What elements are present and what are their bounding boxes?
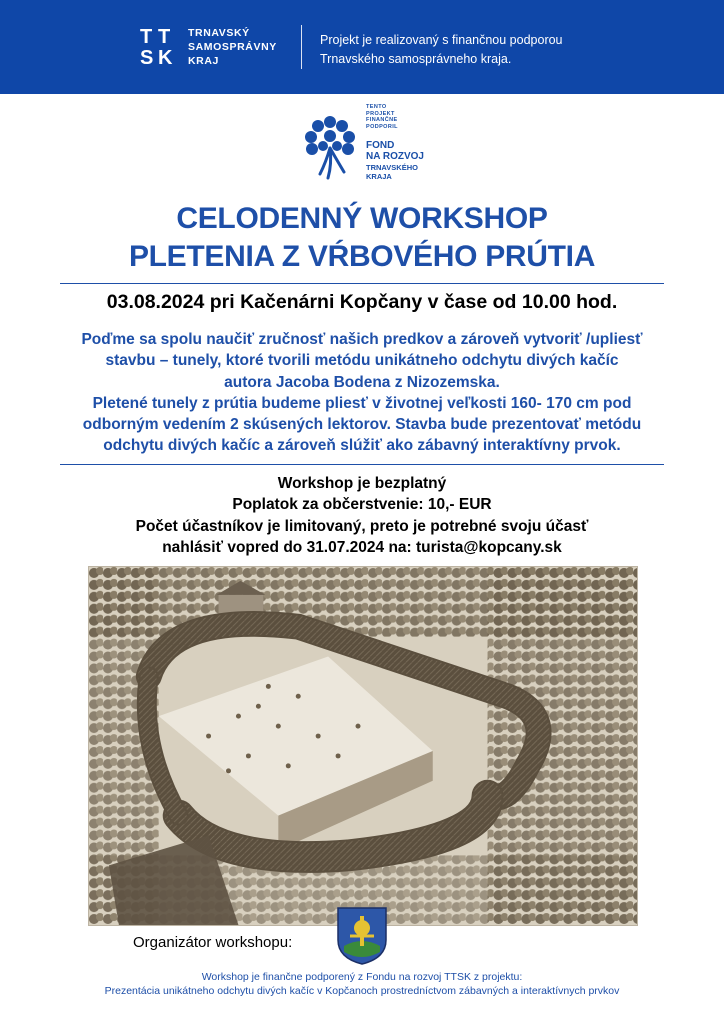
fund-small-line: PROJEKT — [366, 110, 395, 117]
description-line: Pletené tunely z prútia budeme pliesť v životnej veľkosti 160- 170 cm pod — [92, 394, 632, 412]
fund-region-line: TRNAVSKÉHO — [366, 163, 418, 172]
region-name — [188, 26, 277, 68]
fund-flower-logo — [300, 112, 360, 182]
funding-note — [320, 31, 563, 69]
description-line: stavbu – tunely, ktoré tvorili metódu unikátneho odchytu divých kačíc — [105, 352, 619, 370]
header-banner — [0, 0, 724, 94]
fund-name-line: NA ROZVOJ — [366, 151, 424, 162]
footer-line1: Workshop je finančne podporený z Fondu na rozvoj TTSK z projektu: — [201, 971, 523, 983]
event-date-line: 03.08.2024 pri Kačenárni Kopčany v čase od 10.00 hod. — [106, 291, 618, 313]
info-line: nahlásiť vopred do 31.07.2024 na: turista@kopcany.sk — [162, 538, 562, 556]
funding-note-line: Projekt je realizovaný s finančnou podporou — [320, 33, 563, 47]
fund-name — [366, 140, 424, 162]
divider-rule — [60, 283, 664, 284]
description-line: odborným vedením 2 skúsených lektorov. Stavba bude prezentovať metódu — [82, 416, 642, 434]
region-name-line: TRNAVSKÝ — [188, 27, 250, 39]
ttsk-logo — [140, 25, 182, 69]
info-block — [20, 473, 704, 558]
info-line: Poplatok za občerstvenie: 10,- EUR — [232, 496, 492, 514]
header-divider — [301, 25, 302, 69]
fund-name-line: FOND — [366, 140, 395, 151]
page-title-line1: CELODENNÝ WORKSHOP — [176, 202, 548, 235]
fund-small-line: FINANČNE — [366, 117, 398, 123]
description-block — [20, 329, 704, 457]
info-line: Workshop je bezplatný — [277, 475, 447, 492]
funding-note-line: Trnavského samosprávneho kraja. — [320, 52, 512, 66]
logo-letter: T — [140, 26, 153, 48]
region-name-line: SAMOSPRÁVNY — [188, 41, 277, 53]
fund-small-line: PODPORIL — [366, 123, 398, 130]
fund-small-line: TENTO — [366, 104, 387, 110]
region-name-line: KRAJ — [188, 55, 219, 67]
organizer-label: Organizátor workshopu: — [133, 934, 293, 951]
fund-small-text — [366, 104, 398, 130]
fund-region — [366, 163, 418, 181]
coat-of-arms-icon — [336, 906, 388, 966]
description-line: odchytu divých kačíc a zároveň slúžiť ako zábavný interaktívny prvok. — [103, 437, 621, 455]
description-line: Poďme sa spolu naučiť zručnosť našich predkov a zároveň vytvoriť /upliesť — [81, 331, 643, 348]
logo-letter: T — [158, 26, 171, 48]
description-line: autora Jacoba Bodena z Nizozemska. — [224, 373, 500, 391]
duck-decoy-illustration — [88, 566, 638, 926]
info-line: Počet účastníkov je limitovaný, preto je potrebné svoju účasť — [135, 517, 589, 535]
divider-rule — [60, 464, 664, 465]
logo-letter: S — [140, 47, 154, 69]
footer-line2: Prezentácia unikátneho odchytu divých kačíc v Kopčanoch prostredníctvom zábavných a interaktívnych prvkov — [104, 985, 620, 997]
page-title-line2: PLETENIA Z VŔBOVÉHO PRÚTIA — [128, 240, 596, 273]
logo-letter: K — [158, 47, 173, 69]
fund-region-line: KRAJA — [366, 172, 392, 181]
